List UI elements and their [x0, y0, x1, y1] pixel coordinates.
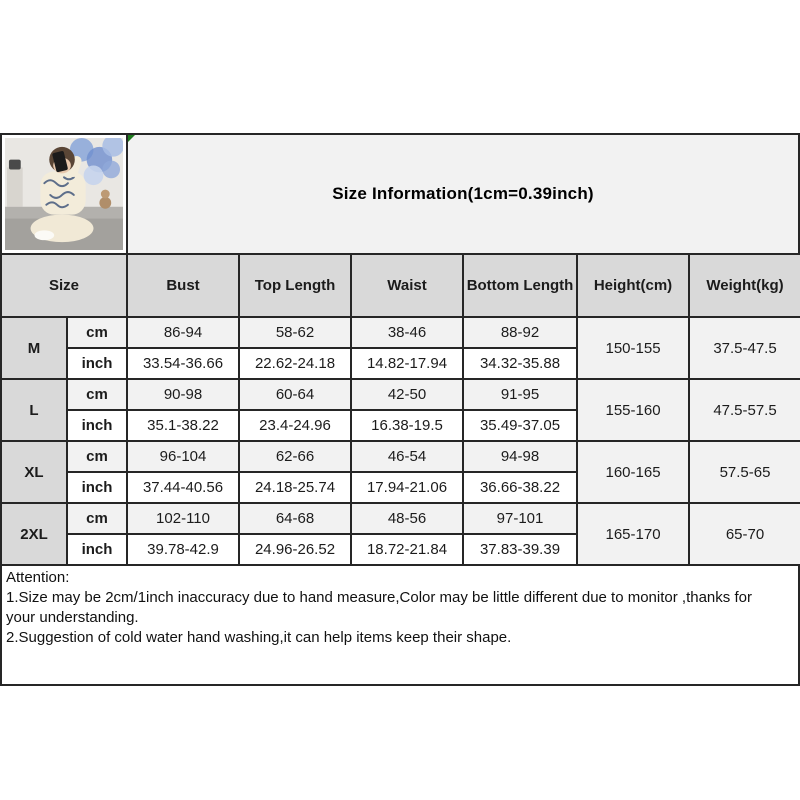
size-table: [0, 253, 800, 566]
m-weight: 37.5-47.5: [689, 317, 800, 379]
size-label-l: L: [1, 379, 67, 441]
corner-marker-icon: [128, 135, 135, 142]
title-cell: [128, 135, 798, 253]
2xl-bust-cm: 102-110: [127, 503, 239, 534]
unit-label-inch: inch: [67, 348, 127, 379]
m-waist-inch: 14.82-17.94: [351, 348, 463, 379]
size-chart-sheet: [0, 133, 800, 686]
xl-bust-cm: 96-104: [127, 441, 239, 472]
product-photo: [2, 135, 128, 253]
m-height: 150-155: [577, 317, 689, 379]
unit-label-cm: cm: [67, 503, 127, 534]
2xl-bottom-length-inch: 37.83-39.39: [463, 534, 577, 565]
col-header-bust: Bust: [127, 254, 239, 317]
xl-weight: 57.5-65: [689, 441, 800, 503]
table-row: [1, 379, 800, 410]
2xl-bust-inch: 39.78-42.9: [127, 534, 239, 565]
m-top-length-cm: 58-62: [239, 317, 351, 348]
attention-notes: [0, 566, 800, 686]
attention-heading: Attention:: [6, 569, 70, 586]
size-label-2xl: 2XL: [1, 503, 67, 565]
size-label-m: M: [1, 317, 67, 379]
table-header-row: [1, 254, 800, 317]
m-waist-cm: 38-46: [351, 317, 463, 348]
2xl-bottom-length-cm: 97-101: [463, 503, 577, 534]
2xl-top-length-inch: 24.96-26.52: [239, 534, 351, 565]
col-header-weight: Weight(kg): [689, 254, 800, 317]
unit-label-inch: inch: [67, 534, 127, 565]
col-header-waist: Waist: [351, 254, 463, 317]
2xl-waist-cm: 48-56: [351, 503, 463, 534]
l-weight: 47.5-57.5: [689, 379, 800, 441]
l-top-length-inch: 23.4-24.96: [239, 410, 351, 441]
l-height: 155-160: [577, 379, 689, 441]
m-bottom-length-inch: 34.32-35.88: [463, 348, 577, 379]
unit-label-cm: cm: [67, 441, 127, 472]
col-header-size: Size: [1, 254, 127, 317]
size-label-xl: XL: [1, 441, 67, 503]
attention-note-2: 2.Suggestion of cold water hand washing,it can help items keep their shape.: [6, 629, 512, 646]
2xl-waist-inch: 18.72-21.84: [351, 534, 463, 565]
col-header-top-length: Top Length: [239, 254, 351, 317]
unit-label-cm: cm: [67, 379, 127, 410]
xl-waist-inch: 17.94-21.06: [351, 472, 463, 503]
l-bust-inch: 35.1-38.22: [127, 410, 239, 441]
2xl-weight: 65-70: [689, 503, 800, 565]
l-bottom-length-cm: 91-95: [463, 379, 577, 410]
table-row: [1, 317, 800, 348]
unit-label-cm: cm: [67, 317, 127, 348]
m-bust-cm: 86-94: [127, 317, 239, 348]
xl-top-length-inch: 24.18-25.74: [239, 472, 351, 503]
l-waist-inch: 16.38-19.5: [351, 410, 463, 441]
xl-bottom-length-cm: 94-98: [463, 441, 577, 472]
xl-waist-cm: 46-54: [351, 441, 463, 472]
unit-label-inch: inch: [67, 410, 127, 441]
table-row: [1, 441, 800, 472]
xl-bottom-length-inch: 36.66-38.22: [463, 472, 577, 503]
l-bust-cm: 90-98: [127, 379, 239, 410]
page-title: Size Information(1cm=0.39inch): [332, 184, 594, 203]
m-top-length-inch: 22.62-24.18: [239, 348, 351, 379]
col-header-bottom-length: Bottom Length: [463, 254, 577, 317]
xl-top-length-cm: 62-66: [239, 441, 351, 472]
m-bottom-length-cm: 88-92: [463, 317, 577, 348]
l-top-length-cm: 60-64: [239, 379, 351, 410]
product-photo-illustration: [5, 138, 123, 250]
xl-bust-inch: 37.44-40.56: [127, 472, 239, 503]
2xl-top-length-cm: 64-68: [239, 503, 351, 534]
top-band: [0, 133, 800, 253]
l-waist-cm: 42-50: [351, 379, 463, 410]
attention-note-1: 1.Size may be 2cm/1inch inaccuracy due to hand measure,Color may be little different due to monitor ,thanks for your understanding.: [6, 589, 752, 626]
xl-height: 160-165: [577, 441, 689, 503]
2xl-height: 165-170: [577, 503, 689, 565]
l-bottom-length-inch: 35.49-37.05: [463, 410, 577, 441]
unit-label-inch: inch: [67, 472, 127, 503]
col-header-height: Height(cm): [577, 254, 689, 317]
m-bust-inch: 33.54-36.66: [127, 348, 239, 379]
table-row: [1, 503, 800, 534]
